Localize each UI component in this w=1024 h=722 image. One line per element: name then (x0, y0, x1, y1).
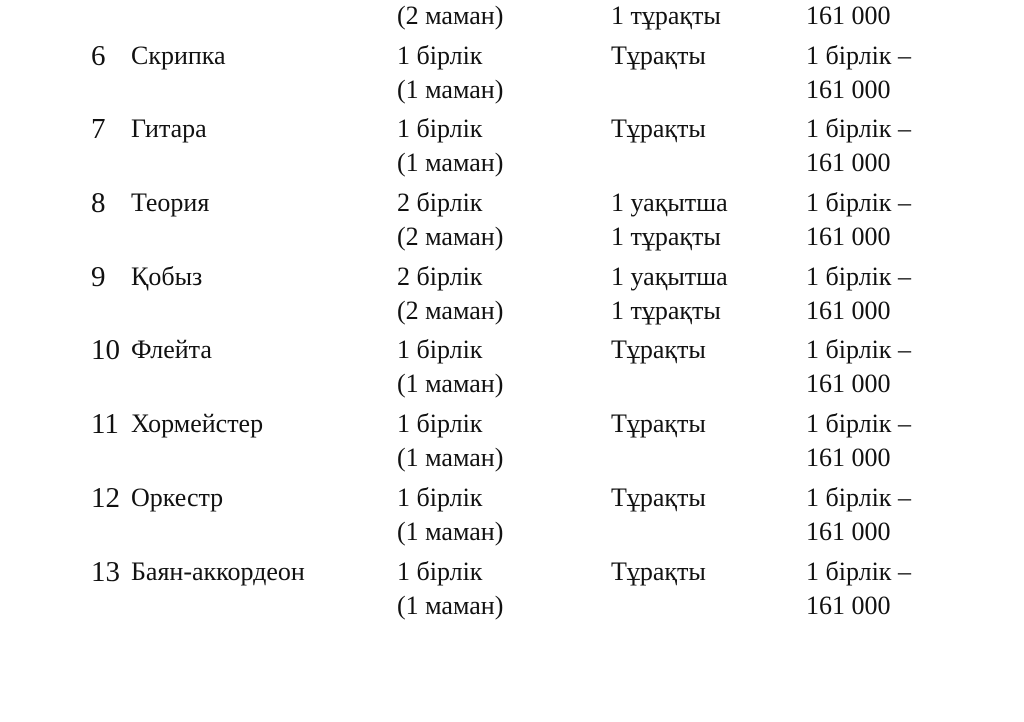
employment-type-line-1: Тұрақты (611, 114, 706, 144)
units-cell (397, 112, 503, 180)
specialty-name: Теория (131, 188, 210, 218)
specialist-count: (1 маман) (397, 74, 504, 104)
units-cell (397, 260, 503, 328)
employment-type-line-1: Тұрақты (611, 482, 706, 512)
table-row (0, 555, 1024, 629)
salary-amount: 161 000 (806, 148, 891, 178)
row-number: 8 (91, 187, 106, 220)
row-number: 6 (91, 39, 106, 72)
specialty-name: Қобыз (131, 261, 203, 291)
salary-unit: 1 бірлік – (806, 261, 911, 291)
specialty-name: Баян-аккордеон (131, 556, 305, 586)
specialist-count: (2 маман) (397, 1, 504, 30)
employment-type-line-1: Тұрақты (611, 556, 706, 586)
specialist-count: (1 маман) (397, 369, 504, 399)
salary-cell (806, 555, 911, 623)
employment-type-cell (611, 555, 706, 623)
salary-unit: 1 бірлік – (806, 556, 911, 586)
units-count: 1 бірлік (397, 335, 483, 365)
row-number: 13 (91, 555, 120, 588)
salary-amount: 161 000 (806, 295, 891, 325)
employment-type-line-1: 1 уақытша (611, 261, 728, 291)
units-count: 2 бірлік (397, 261, 483, 291)
units-count: 1 бірлік (397, 556, 483, 586)
specialist-count: (2 маман) (397, 295, 504, 325)
units-count: 1 бірлік (397, 482, 483, 512)
table-row (0, 407, 1024, 481)
table-row (0, 39, 1024, 113)
specialty-name: Хормейстер (131, 409, 264, 439)
specialty-name: Скрипка (131, 40, 226, 70)
employment-type-cell (611, 407, 706, 475)
row-number: 9 (91, 260, 106, 293)
employment-type-line-2 (611, 73, 706, 107)
table-row (0, 260, 1024, 334)
employment-type-cell (611, 39, 706, 107)
salary-amount: 161 000 (806, 590, 891, 620)
salary-amount: 161 000 (806, 222, 891, 252)
units-cell (397, 407, 503, 475)
row-number: 7 (91, 113, 106, 146)
salary-cell (806, 112, 911, 180)
salary-unit: 1 бірлік – (806, 40, 911, 70)
specialty-name: Гитара (131, 114, 207, 144)
salary-amount: 161 000 (806, 74, 891, 104)
employment-type-line-2 (611, 441, 706, 475)
salary-cell (806, 333, 911, 401)
table-row (0, 481, 1024, 555)
table-row (0, 0, 1024, 39)
employment-type-line-1: 1 уақытша (611, 188, 728, 218)
specialist-count: (1 маман) (397, 443, 504, 473)
units-cell (397, 0, 503, 33)
salary-unit: 1 бірлік – (806, 188, 911, 218)
units-cell (397, 555, 503, 623)
employment-type-cell (611, 186, 728, 254)
employment-type-cell (611, 481, 706, 549)
salary-cell (806, 407, 911, 475)
employment-type-cell (611, 260, 728, 328)
table-row (0, 112, 1024, 186)
employment-type-line-2 (611, 367, 706, 401)
table-row (0, 186, 1024, 260)
specialist-count: (1 маман) (397, 148, 504, 178)
row-number: 10 (91, 334, 120, 367)
salary-amount: 161 000 (806, 1, 891, 30)
salary-cell (806, 186, 911, 254)
employment-type-line-1: Тұрақты (611, 40, 706, 70)
salary-cell (806, 39, 911, 107)
employment-type-cell (611, 0, 721, 33)
specialty-name: Оркестр (131, 482, 224, 512)
units-cell (397, 333, 503, 401)
salary-amount: 161 000 (806, 369, 891, 399)
specialty-name: Флейта (131, 335, 212, 365)
units-cell (397, 186, 503, 254)
table-row (0, 333, 1024, 407)
units-cell (397, 39, 503, 107)
salary-unit: 1 бірлік – (806, 114, 911, 144)
salary-amount: 161 000 (806, 516, 891, 546)
employment-type-line-1: Тұрақты (611, 335, 706, 365)
salary-cell (806, 0, 891, 33)
employment-type-line-2: 1 тұрақты (611, 295, 721, 325)
row-number: 11 (91, 408, 119, 441)
salary-cell (806, 260, 911, 328)
employment-type-line-2 (611, 515, 706, 549)
specialist-count: (1 маман) (397, 590, 504, 620)
salary-cell (806, 481, 911, 549)
salary-amount: 161 000 (806, 443, 891, 473)
employment-type-line-1: Тұрақты (611, 409, 706, 439)
employment-type-line-2: 1 тұрақты (611, 222, 721, 252)
row-number: 12 (91, 481, 120, 514)
salary-unit: 1 бірлік – (806, 409, 911, 439)
specialist-count: (1 маман) (397, 516, 504, 546)
units-count: 2 бірлік (397, 188, 483, 218)
units-count: 1 бірлік (397, 40, 483, 70)
units-count: 1 бірлік (397, 409, 483, 439)
salary-unit: 1 бірлік – (806, 482, 911, 512)
salary-unit: 1 бірлік – (806, 335, 911, 365)
employment-type-cell (611, 112, 706, 180)
employment-type-line-2 (611, 589, 706, 623)
specialist-count: (2 маман) (397, 222, 504, 252)
employment-type-line-2: 1 тұрақты (611, 1, 721, 30)
employment-type-line-2 (611, 146, 706, 180)
units-count: 1 бірлік (397, 114, 483, 144)
employment-type-cell (611, 333, 706, 401)
units-cell (397, 481, 503, 549)
